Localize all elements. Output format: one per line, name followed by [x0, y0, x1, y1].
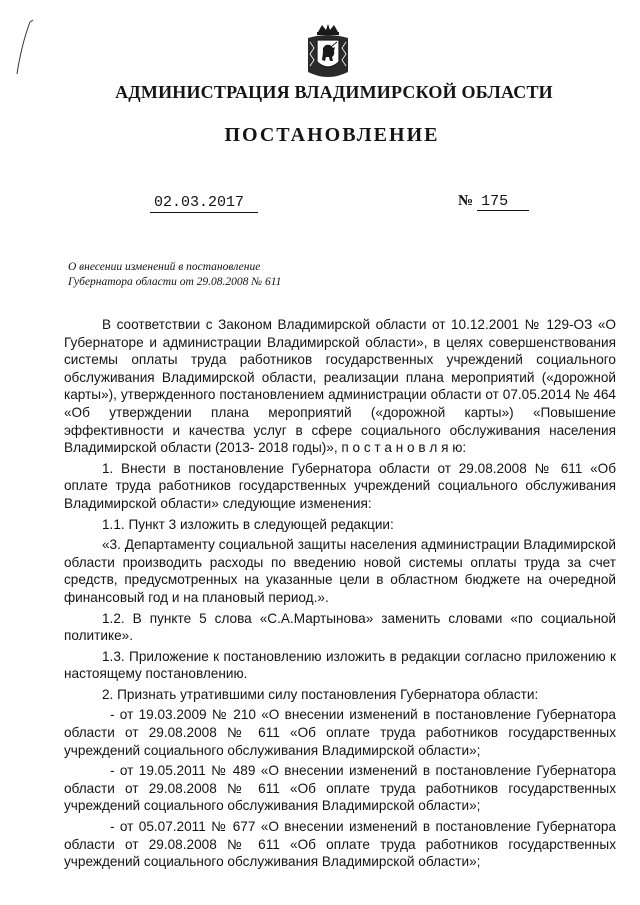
- document-type-title: ПОСТАНОВЛЕНИЕ: [224, 124, 440, 146]
- repealed-item: - от 19.05.2011 № 489 «О внесении изменений в постановление Губернатора области от 29.08.2008 № 611 «Об оплате труда работников государственных учреждений социального обслуживания Владимирской области»;: [64, 763, 616, 814]
- document-number: [458, 193, 529, 211]
- clause-1-1: 1.1. Пункт 3 изложить в следующей редакции:: [102, 516, 394, 532]
- coat-of-arms-icon: [304, 22, 352, 82]
- clause-1-1-quote: «3. Департаменту социальной защиты населения администрации Владимирской области производить расходы по введению новой системы оплаты труда за счет средств, предусмотренных на указанные цели в областном бюджете на очередной финансовый год и на плановый период.».: [64, 537, 616, 605]
- clause-1-3: 1.3. Приложение к постановлению изложить в редакции согласно приложению к настоящему постановлению.: [64, 648, 616, 682]
- organization-title: АДМИНИСТРАЦИЯ ВЛАДИМИРСКОЙ ОБЛАСТИ: [115, 82, 553, 102]
- number-sign: №: [458, 193, 474, 209]
- document-body: [64, 316, 616, 874]
- clause-2: 2. Признать утратившими силу постановления Губернатора области:: [102, 686, 539, 702]
- subject-line: О внесении изменений в постановление: [68, 261, 261, 273]
- repealed-item: - от 19.03.2009 № 210 «О внесении изменений в постановление Губернатора области от 29.08.2008 № 611 «Об оплате труда работников государственных учреждений социального обслуживания Владимирской области»;: [64, 707, 616, 758]
- repealed-item: - от 05.07.2011 № 677 «О внесении изменений в постановление Губернатора области от 29.08.2008 № 611 «Об оплате труда работников государственных учреждений социального обслуживания Владимирской области»;: [64, 819, 616, 870]
- number-value: 175: [477, 193, 529, 211]
- clause-1: 1. Внести в постановление Губернатора области от 29.08.2008 № 611 «Об оплате труда работников государственных учреждений социального обслуживания Владимирской области» следующие изменения:: [64, 460, 616, 511]
- document-date: 02.03.2017: [150, 194, 258, 213]
- subject-line: Губернатора области от 29.08.2008 № 611: [68, 276, 282, 288]
- pen-stroke-mark: [8, 18, 38, 78]
- preamble-paragraph: В соответствии с Законом Владимирской области от 10.12.2001 № 129-ОЗ «О Губернаторе и администрации Владимирской области», в целях совершенствования системы оплаты труда работников государственных учреждений социального обслуживания Владимирской области, реализации плана мероприятий («дорожной карты»), утвержденного постановлением администрации области от 07.05.2014 № 464 «Об утверждении плана мероприятий («дорожной карты») «Повышение эффективности и качества услуг в сфере социального обслуживания населения Владимирской области (2013- 2018 годы)», п о с т а н о в л я ю:: [64, 317, 616, 456]
- clause-1-2: 1.2. В пункте 5 слова «С.А.Мартынова» заменить словами «по социальной политике».: [64, 610, 616, 644]
- document-subject: [68, 260, 368, 290]
